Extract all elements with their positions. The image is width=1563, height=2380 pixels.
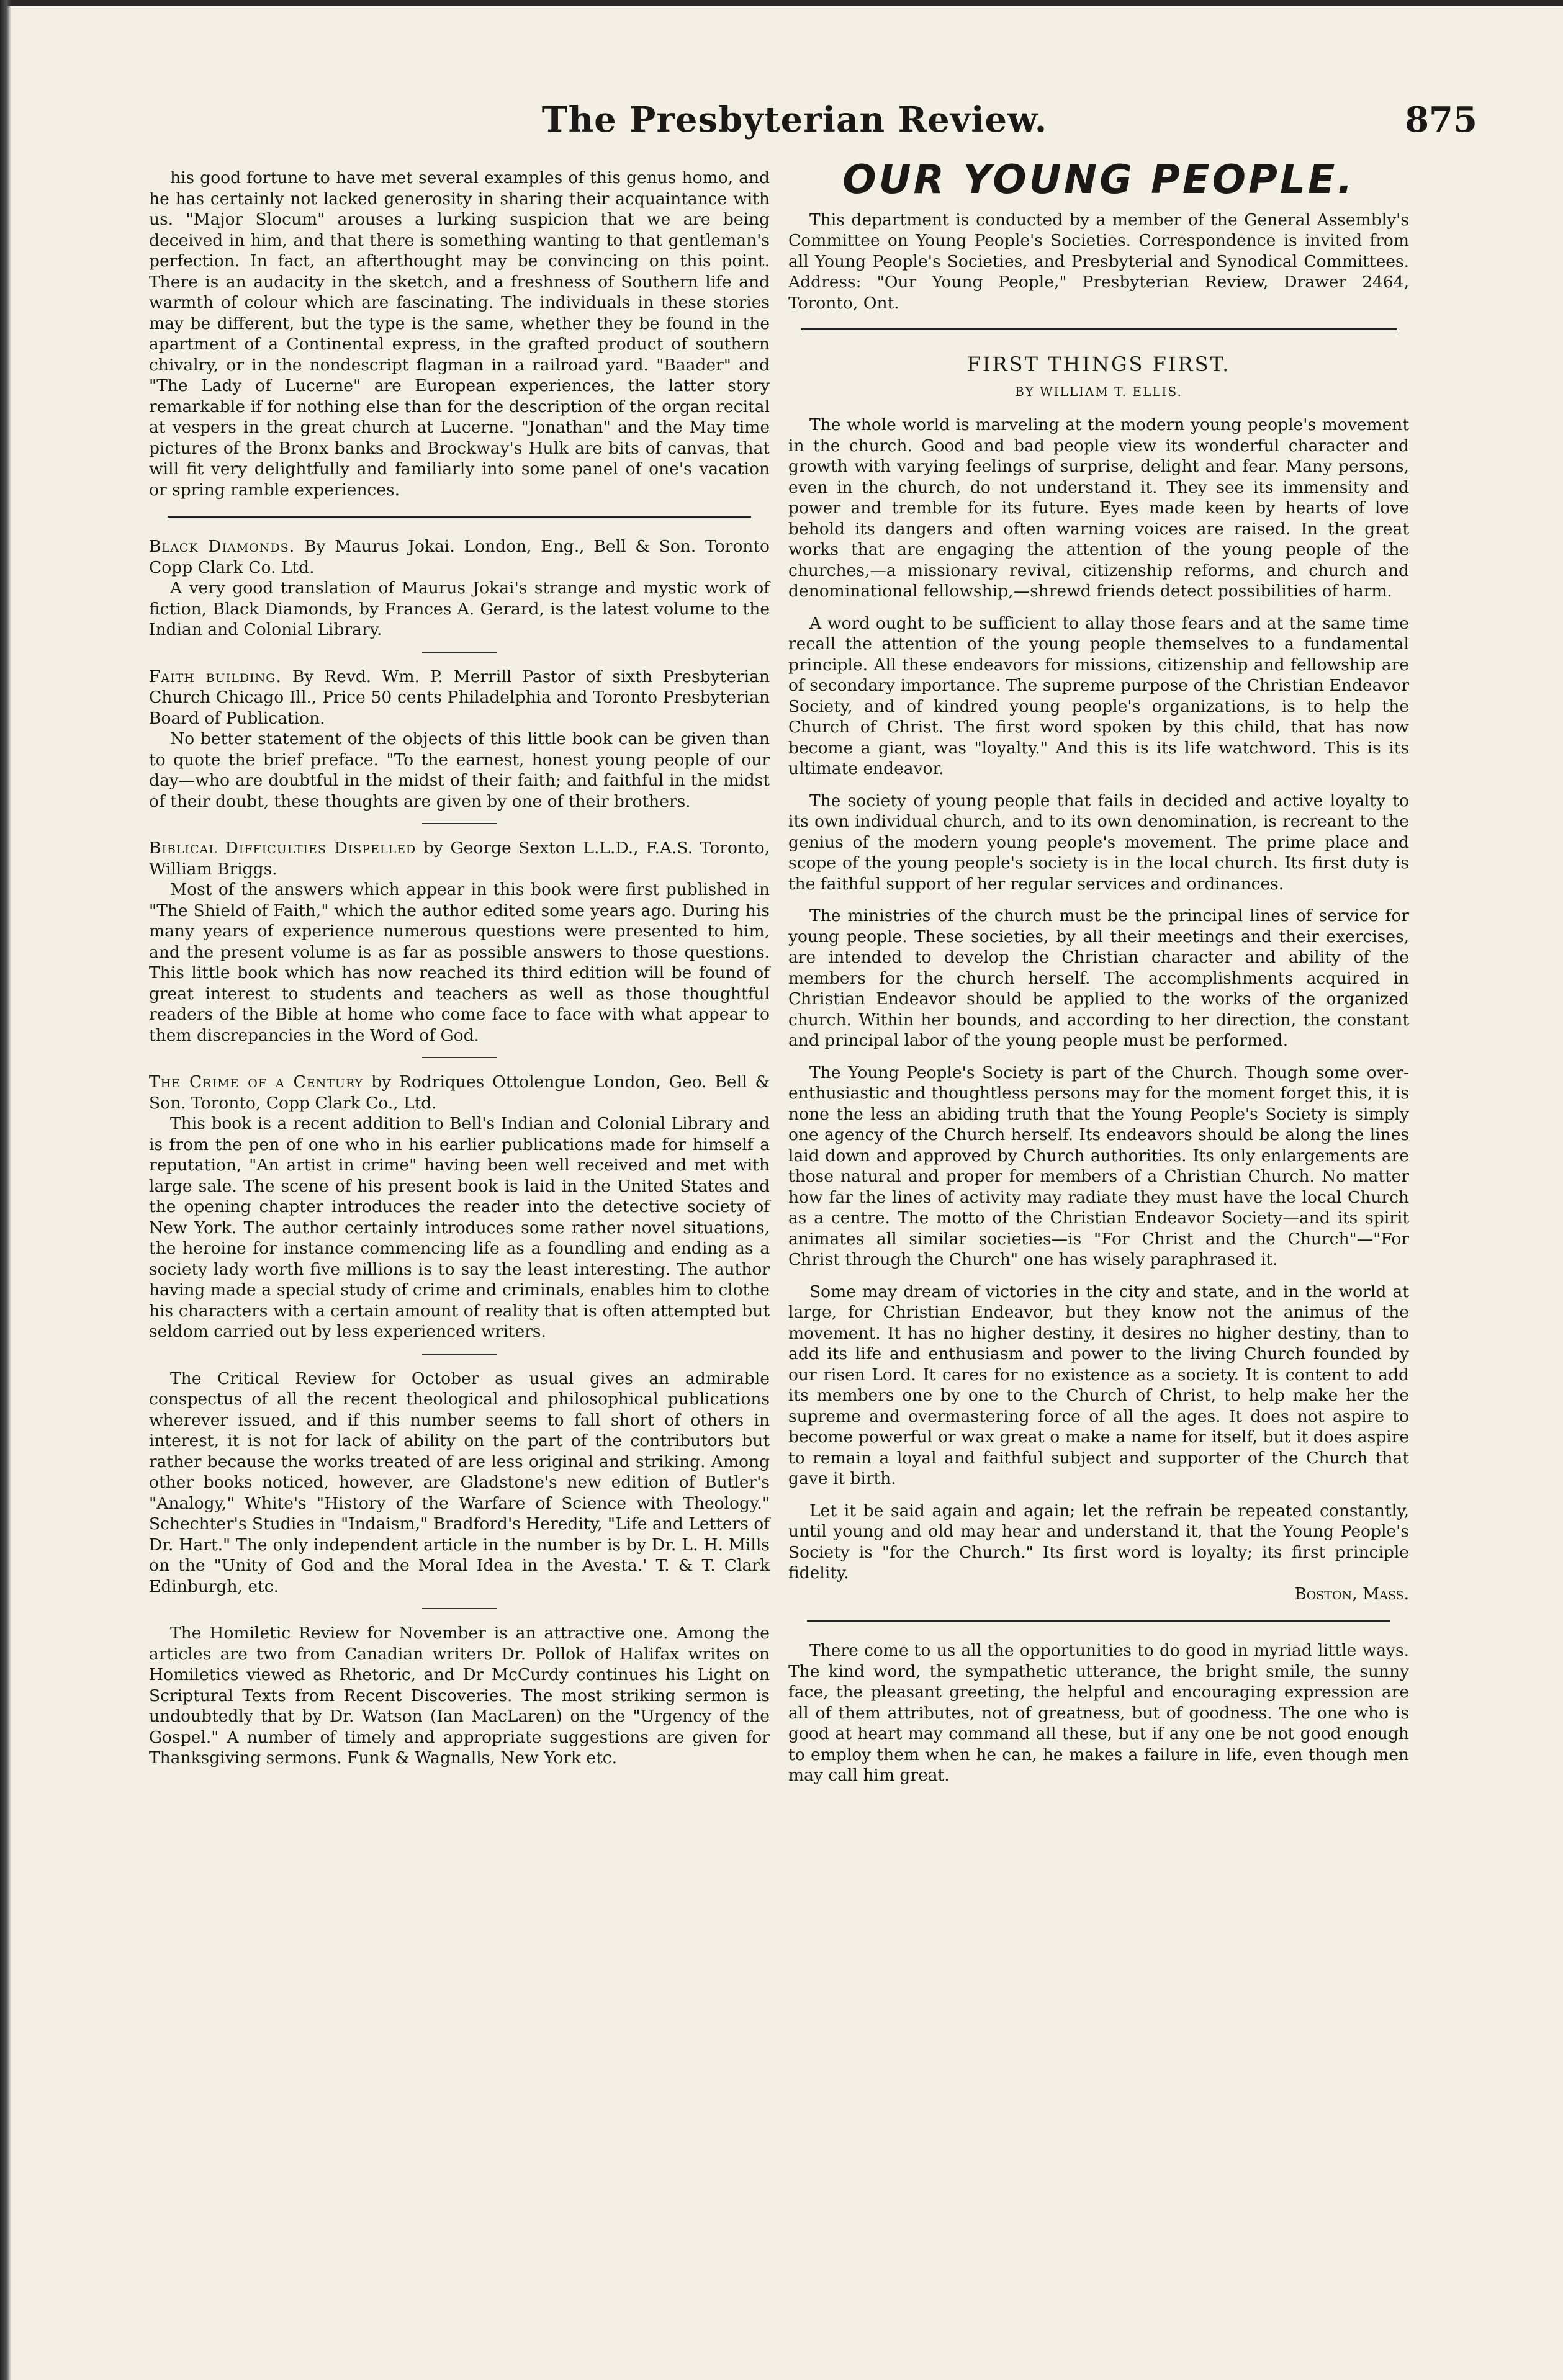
- section-title: OUR YOUNG PEOPLE.: [842, 157, 1355, 203]
- book-title: Black Diamonds.: [149, 537, 295, 556]
- article-paragraph: The ministries of the church must be the principal lines of service for young people. These societies, by all their meetings and their exercises, are intended to develop the Christian character and ability of the members for the church herself. The accomplishments acquired in Christian Endeavor should be applied to the works of the organized church. Within her bounds, and according to her direction, the constant and principal labor of the young people must be performed.: [788, 906, 1409, 1050]
- book-review-black-diamonds: [149, 536, 770, 640]
- short-divider: [422, 652, 497, 653]
- review-continuation: his good fortune to have met several examples of this genus homo, and he has certainly not lacked generosity in sharing their acquaintance with us. "Major Slocum" arouses a lurking suspicion that we are being deceived in him, and that there is something wanting to that gentleman's perfection. In fact, an afterthought may be convincing on this point. There is an audacity in the sketch, and a freshness of Southern life and warmth of colour which are fascinating. The individuals in these stories may be different, but the type is the same, whether they be found in the apartment of a Continental express, in the grafted product of southern chivalry, or in the nondescript flagman in a railroad yard. "Baader" and "The Lady of Lucerne" are European experiences, the latter story remarkable if for nothing else than for the description of the organ recital at vespers in the great church at Lucerne. "Jonathan" and the May time pictures of the Bronx banks and Brockway's Hulk are bits of canvas, that will fit very delightfully and familiarly into some panel of one's vacation or spring ramble experiences.: [149, 168, 770, 500]
- signoff-place: Boston, Mass.: [1294, 1584, 1409, 1604]
- running-title: The Presbyterian Review.: [541, 99, 1048, 140]
- article-signoff: [788, 1584, 1409, 1605]
- book-imprint: by George Sexton L.L.D., F.A.S. Toronto, William Briggs.: [149, 838, 770, 879]
- article-paragraph: A word ought to be sufficient to allay those fears and at the same time recall the attention of the young people themselves to a fundamental principle. All these endeavors for missions, citizenship and fellowship are of secondary importance. The supreme purpose of the Christian Endeavor Society, and of kindred young people's organizations, is to help the Church of Christ. The first word spoken by this child, that has now become a giant, was "loyalty." And this is its life watchword. This is its ultimate endeavor.: [788, 613, 1409, 778]
- article-paragraph: Let it be said again and again; let the refrain be repeated constantly, until young and old may hear and understand it, that the Young People's Society is "for the Church." Its first word is loyalty; its first principle fidelity.: [788, 1501, 1409, 1583]
- closing-paragraph: There come to us all the opportunities to do good in myriad little ways. The kind word, the sympathetic utterance, the bright smile, the sunny face, the pleasant greeting, the helpful and encouraging expression are all of them attributes, not of greatness, but of goodness. The one who is good at heart may command all these, but if any one be not good enough to employ them when he can, he makes a failure in life, even though men may call him great.: [788, 1641, 1409, 1785]
- page-header: [112, 93, 1477, 149]
- homiletic-review-notice: The Homiletic Review for November is an attractive one. Among the articles are two from Canadian writers Dr. Pollok of Halifax writes on Homiletics viewed as Rhetoric, and Dr McCurdy continues his Light on Scriptural Texts from Recent Discoveries. The most striking sermon is undoubtedly that by Dr. Watson (Ian MacLaren) on the "Urgency of the Gospel." A number of timely and appropriate suggestions are given for Thanksgiving sermons. Funk & Wagnalls, New York etc.: [149, 1623, 770, 1767]
- right-column: [788, 157, 1409, 1797]
- book-review-biblical-difficulties: [149, 838, 770, 1046]
- section-divider: [807, 1620, 1390, 1622]
- book-title: Faith building.: [149, 667, 282, 686]
- book-imprint: by Rodriques Ottolengue London, Geo. Bell & Son. Toronto, Copp Clark Co., Ltd.: [149, 1072, 770, 1113]
- short-divider: [422, 1057, 497, 1058]
- book-imprint: By Maurus Jokai. London, Eng., Bell & Son. Toronto Copp Clark Co. Ltd.: [149, 537, 770, 577]
- book-review-text: No better statement of the objects of this little book can be given than to quote the brief preface. "To the earnest, honest young people of our day—who are doubtful in the midst of their faith; and faithful in the midst of their doubt, these thoughts are given by one of their brothers.: [149, 729, 770, 811]
- book-title: Biblical Difficulties Dispelled: [149, 838, 417, 858]
- page-number: 875: [1405, 99, 1477, 140]
- article-paragraph: The whole world is marveling at the modern young people's movement in the church. Good and bad people view its wonderful character and growth with varying feelings of surprise, delight and fear. Many persons, even in the church, do not understand it. They see its immensity and power and tremble for its future. Eyes made keen by hearts of love behold its dangers and often warning voices are raised. In the great works that are engaging the attention of the young people of the churches,—a missionary revival, citizenship reforms, and church and denominational fellowship,—shrewd friends detect possibilities of harm.: [788, 415, 1409, 601]
- article-byline: BY WILLIAM T. ELLIS.: [1015, 384, 1182, 399]
- left-column: [149, 168, 770, 1780]
- article-title: FIRST THINGS FIRST.: [966, 353, 1231, 376]
- page-top-edge: [0, 0, 1563, 6]
- section-divider: [168, 516, 751, 518]
- article-paragraph: The society of young people that fails in decided and active loyalty to its own individual church, and to its own denomination, is recreant to the genius of the modern young people's movement. The prime place and scope of the young people's society is in the local church. Its first duty is the faithful support of her regular services and ordinances.: [788, 791, 1409, 894]
- page-left-edge: [0, 0, 11, 2380]
- book-imprint: By Revd. Wm. P. Merrill Pastor of sixth Presbyterian Church Chicago Ill., Price 50 cents Philadelphia and Toronto Presbyterian Board of Publication.: [149, 667, 770, 728]
- book-review-faith-building: [149, 667, 770, 812]
- book-review-text: This book is a recent addition to Bell's Indian and Colonial Library and is from the pen of one who in his earlier publications made for himself a reputation, "An artist in crime" having been well received and met with large sale. The scene of his present book is laid in the United States and the opening chapter introduces the reader into the detective society of New York. The author certainly introduces some rather novel situations, the heroine for instance commencing life as a foundling and ending as a society lady worth five millions is to say the least interesting. The author having made a special study of crime and criminals, enables him to clothe his characters with a certain amount of reality that is often attempted but seldom carried out by less experienced writers.: [149, 1114, 770, 1341]
- department-note: This department is conducted by a member of the General Assembly's Committee on Young People's Societies. Correspondence is invited from all Young People's Societies, and Presbyterial and Synodical Committees. Address: "Our Young People," Presbyterian Review, Drawer 2464, Toronto, Ont.: [788, 210, 1409, 313]
- book-title: The Crime of a Century: [149, 1072, 364, 1092]
- book-review-crime-of-a-century: [149, 1072, 770, 1342]
- short-divider: [422, 823, 497, 824]
- critical-review-notice: The Critical Review for October as usual gives an admirable conspectus of all the recent theological and philosophical publications wherever issued, and if this number seems to fall short of others in interest, it is not for lack of ability on the part of the contributors but rather because the works treated of are less original and striking. Among other books noticed, however, are Gladstone's new edition of Butler's "Analogy," White's "History of the Warfare of Science with Theology." Schechter's Studies in "Indaism," Bradford's Heredity, "Life and Letters of Dr. Hart." The only independent article in the number is by Dr. L. H. Mills on the "Unity of God and the Moral Idea in the Avesta.' T. & T. Clark Edinburgh, etc.: [149, 1368, 770, 1596]
- book-review-text: A very good translation of Maurus Jokai's strange and mystic work of fiction, Black Diamonds, by Frances A. Gerard, is the latest volume to the Indian and Colonial Library.: [149, 578, 770, 639]
- short-divider: [422, 1608, 497, 1609]
- double-rule: [801, 328, 1397, 333]
- book-review-text: Most of the answers which appear in this book were first published in "The Shield of Faith," which the author edited some years ago. During his many years of experience numerous questions were presented to him, and the present volume is as far as possible answers to those questions. This little book which has now reached its third edition will be found of great interest to students and teachers as well as those thoughtful readers of the Bible at home who come face to face with what appear to them discrepancies in the Word of God.: [149, 880, 770, 1045]
- short-divider: [422, 1354, 497, 1355]
- article-paragraph: The Young People's Society is part of the Church. Though some over-enthusiastic and thoughtless persons may for the moment forget this, it is none the less an abiding truth that the Young People's Society is simply one agency of the Church herself. Its endeavors should be along the lines laid down and approved by Church authorities. Its only enlargements are those natural and proper for members of a Christian Church. No matter how far the lines of activity may radiate they must have the local Church as a centre. The motto of the Christian Endeavor Society—and its spirit animates all similar societies—is "For Christ and the Church"—"For Christ through the Church" one has wisely paraphrased it.: [788, 1062, 1409, 1269]
- article-paragraph: Some may dream of victories in the city and state, and in the world at large, for Christian Endeavor, but they know not the animus of the movement. It has no higher destiny, it desires no higher destiny, than to add its life and enthusiasm and power to the living Church founded by our risen Lord. It cares for no existence as a society. It is content to add its members one by one to the Church of Christ, to help make her the supreme and overmastering force of all the ages. It does not aspire to become powerful or wax great o make a name for itself, but it does aspire to remain a loyal and faithful subject and supporter of the Church that gave it birth.: [788, 1282, 1409, 1488]
